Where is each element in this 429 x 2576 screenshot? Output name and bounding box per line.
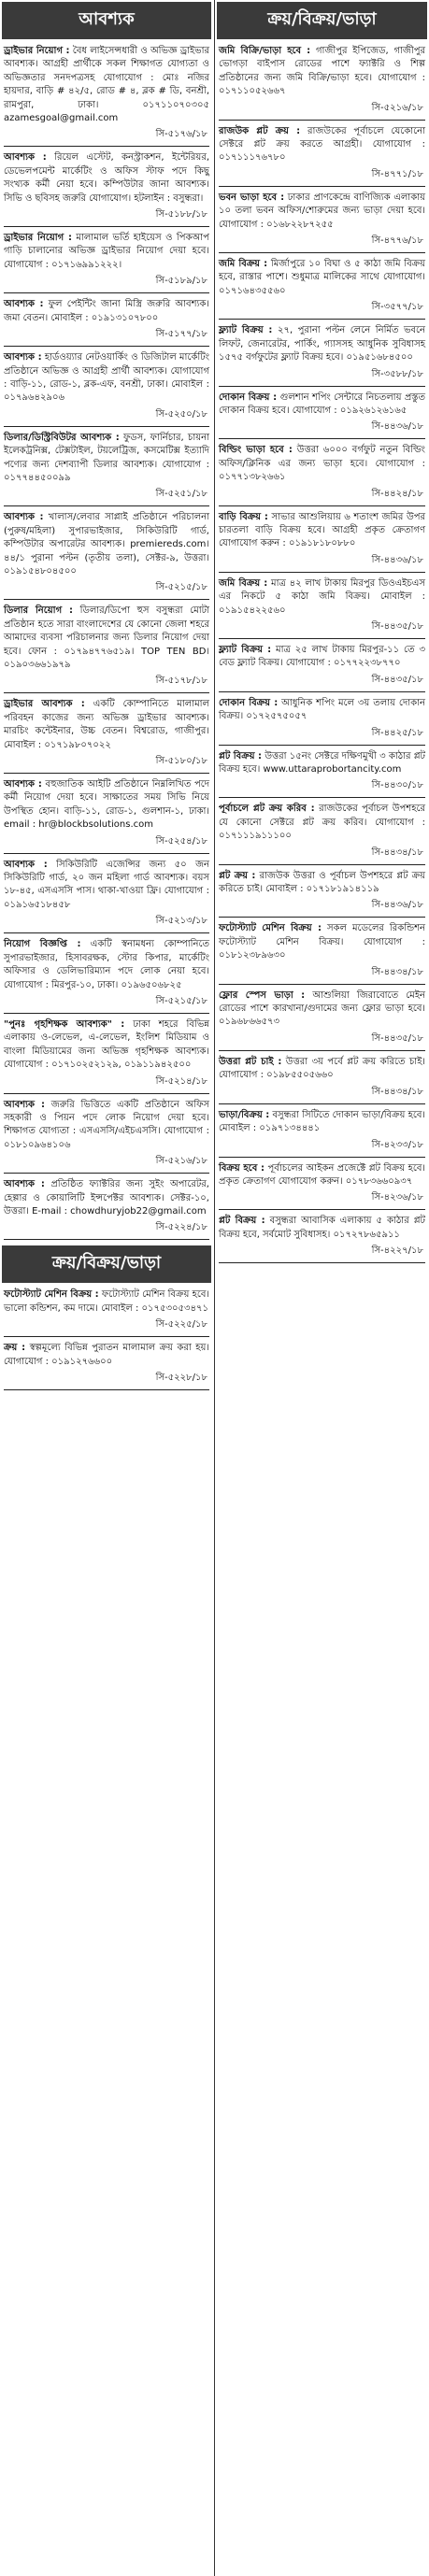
ad-divider	[219, 120, 425, 121]
ad-title: ড্রাইভার নিয়োগ :	[4, 233, 72, 244]
ad-title: ডিলার/ডিস্ট্রিবিউটর আবশ্যক :	[4, 432, 120, 443]
ad-code: সি-৫১৮৯/১৮	[155, 276, 207, 287]
ad-body: সকল মডেলের রিকন্ডিশন ফটোস্ট্যাট মেশিন বিক্রয়। যোগাযোগ : ০১৮১২৩৮৯৬৩০	[219, 923, 425, 961]
classified-ad	[4, 432, 209, 486]
ad-code: সি-৪৪৩৫/১৮	[371, 1032, 423, 1044]
ad-divider	[4, 1336, 209, 1337]
classified-ad	[219, 192, 425, 232]
ad-divider	[4, 1239, 209, 1240]
ad-code: সি-৫২৫০/১৮	[155, 408, 207, 420]
ad-body: একটি স্বনামধন্য কোম্পানিতে সুপারভাইজার, হিসাবরক্ষক, স্টোর কিপার, মার্কেটিং অফিসার ও ডেলিভারিম্যান পদে লোক নেয়া হবে। যোগাযোগ : মিরপুর-১০, ঢাকা। ০১৯৬৫০৬৮২৫	[4, 939, 210, 990]
buy-sell-ads-list	[2, 1288, 211, 1390]
buy-sell-rent-ads-list	[217, 45, 427, 1263]
ad-code: সি-৪৭৭৬/১৮	[371, 235, 423, 247]
ad-divider	[4, 692, 209, 693]
ad-divider	[219, 1050, 425, 1051]
classified-ad	[4, 778, 209, 833]
ad-title: আবশ্যক :	[4, 779, 42, 790]
ad-title: ফটোস্ট্যাট মেশিন বিক্রয় :	[219, 923, 322, 934]
ad-code: সি-৫২২৫/১৮	[155, 1319, 207, 1331]
ad-divider	[4, 1389, 209, 1390]
classified-ad	[4, 298, 209, 325]
ad-divider	[4, 599, 209, 600]
ad-body: সিকিউরিটি এজেন্সির জন্য ৫০ জন সিকিউরিটি গার্ড, ২০ জন মহিলা গার্ড আবশ্যক। বয়স ১৮-৪৫, এসএসসি পাস। থাকা-খাওয়া ফ্রি। যোগাযোগ : ০১৯১৬৫১৮৪৫৮	[4, 859, 209, 910]
classified-ad	[4, 605, 209, 672]
classified-ad	[4, 938, 209, 992]
ad-divider	[219, 505, 425, 506]
left-column	[2, 2, 211, 2576]
classified-ad	[219, 125, 425, 165]
ad-code: সি-৪৪৩৬/১৮	[371, 900, 423, 911]
ad-title: জমি বিক্রয় :	[219, 259, 268, 270]
classified-ad	[219, 697, 425, 724]
ad-body: উত্তরা ৬০০০ বর্গফুট নতুন বিল্ডিং অফিস/ক্লিনিক এর জন্য ভাড়া হবে। যোগাযোগ : ০১৭৭১৩৮২৬৬১	[219, 445, 425, 483]
ad-body: গুলশান শপিং সেন্টারে নিচতলায় প্রস্তুত দোকান বিক্রয় হবে। যোগাযোগ : ০১৯২৬১২৬১৬৫	[219, 391, 425, 416]
ad-title: আবশ্যক :	[4, 152, 47, 164]
ad-body: খালাস/লেবার সাপ্লাই প্রতিষ্ঠানে পরিচালনা (পুরুষ/মহিলা) সুপারভাইজার, সিকিউরিটি গার্ড, কম্পিউটার অপারেটর আবশ্যক। premiereds.com। ৪৪/১ পুরানা পল্টন (তৃতীয় তলা), সেক্টর-৯, উত্তরা। ০১৯১৫৪৮০৪৫০০	[4, 512, 210, 576]
ad-body: বসুন্ধরা আবাসিক এলাকায় ৫ কাঠার প্লট বিক্রয় হবে, সর্বমোট সুবিধাসহ। ০১৭২৭৮৬৫৯১১	[219, 1216, 425, 1240]
ad-title: নিয়োগ বিজ্ঞপ্তি :	[4, 939, 81, 950]
ad-body: বৈধ লাইসেন্সধারী ও অভিজ্ঞ ড্রাইভার আবশ্যক। আগ্রহী প্রার্থীকে সকল শিক্ষাগত যোগ্যতা ও অভিজ্ঞতার সনদপত্রসহ যোগাযোগ : মোঃ নজির হায়দার, বাড়ি # ৪২/৫, রোড # ৪, ব্লক # ডি, বনশ্রী, রামপুরা, ঢাকা। ০১৭১১০৭০৩০৫ azamesgoal@gmail.com	[4, 46, 209, 124]
classified-ad	[4, 232, 209, 272]
ad-code: সি-৫২১৬/১৮	[371, 102, 423, 113]
ad-code: সি-৪৪৩৫/১৮	[371, 620, 423, 632]
ad-divider	[4, 773, 209, 774]
ad-title: আবশ্যক :	[4, 1099, 46, 1110]
classified-ad	[4, 1099, 209, 1153]
ad-body: মালামাল ভর্তি হাইয়েস ও পিকআপ গাড়ি চালানোর অভিজ্ঞ ড্রাইভার নিয়োগ দেয়া হবে। যোগাযোগ : ০১৭১৬৯৯১২২২।	[4, 233, 209, 270]
ad-title: ফ্লোর স্পেস ভাড়া :	[219, 989, 306, 1001]
ad-code: সি-৪৪৩৫/১৮	[371, 674, 423, 685]
ad-title: জমি বিক্রি/ভাড়া হবে :	[219, 46, 311, 56]
wanted-ads-list	[2, 45, 211, 1240]
ad-body: হার্ডওয়্যার নেটওয়ার্কিং ও ডিজিটাল মার্কেটিং প্রতিষ্ঠানে অভিজ্ঞ ও আগ্রহী প্রার্থী আবশ্যক। যোগাযোগ : বাড়ি-১১, রোড-১, ব্লক-এফ, বনশ্রী, ঢাকা। মোবাইল : ০১৭৯৬৪২৯০৬	[4, 352, 210, 404]
classified-ad	[219, 750, 425, 777]
ad-title: আবশ্যক :	[4, 299, 44, 310]
ad-code: সি-৫১৮৮/১৮	[155, 209, 207, 221]
section-header-wanted: আবশ্যক	[2, 2, 211, 39]
ad-body: মাত্র ৪২ লাখ টাকায় মিরপুর ডিওএইচএস এর নিকটে ৫ কাঠা জমি বিক্রয়। মোবাইল : ০১৯১৫৪২২৫৬০	[219, 577, 425, 616]
ad-code: সি-৪৪৩০/১৮	[371, 780, 423, 791]
ad-body: আধুনিক শপিং মলে ৩য় তলায় দোকান বিক্রয়। ০১৭২৫৭৫০৫৭	[219, 697, 425, 722]
classified-ad	[4, 1018, 209, 1073]
ad-body: গাজীপুর ইপিজেড, গাজীপুর ভোগড়া বাইপাস রোডের পাশে ফ্যাক্টরি ও শিল্প প্রতিষ্ঠানের জন্য জমি বিক্রি/ভাড়া হবে। যোগাযোগ : ০১৭১১০৫২৬৬৭	[219, 46, 425, 97]
classified-ad	[4, 1178, 209, 1218]
ad-body: ফুডস, ফার্নিচার, চায়না ইলেকট্রনিক্স, টেক্সটাইল, টয়লেট্রিজ, কসমেটিক্স ইত্যাদি পণ্যের জন্য দেশব্যাপী ডিলার আবশ্যক। যোগাযোগ : ০১৭৭৪৪৫০০৯৯	[4, 432, 209, 483]
ad-body: মির্জাপুরে ১০ বিঘা ও ৫ কাঠা জমি বিক্রয় হবে, রাস্তার পাশে। শুধুমাত্র মালিকের সাথে যোগাযোগ। ০১৭১৬৪৩৫৫৬০	[219, 259, 425, 296]
ad-body: স্বল্পমূল্যে বিভিন্ন পুরাতন মালামাল ক্রয় করা হয়। যোগাযোগ : ০১৯১২৭৬৬০০	[4, 1343, 210, 1367]
ad-divider	[4, 853, 209, 854]
ad-code: সি-৫২১৫/১৮	[155, 582, 207, 593]
ad-code: সি-৫২২৮/১৮	[155, 1373, 207, 1383]
ad-divider	[219, 1209, 425, 1210]
ad-title: ফটোস্ট্যাট মেশিন বিক্রয় :	[4, 1289, 99, 1301]
ad-divider	[219, 917, 425, 918]
ad-title: "পুনঃ গৃহশিক্ষক আবশ্যক" :	[4, 1018, 125, 1030]
ad-code: সি-৩৫৭৭/১৮	[371, 302, 423, 313]
ad-title: ড্রাইভার আবশ্যক :	[4, 699, 85, 710]
ad-body: রিয়েল এস্টেট, কনস্ট্রাকশন, ইন্টেরিয়র, ডেভেলপমেন্ট মার্কেটিং ও অফিস স্টাফ পদে কিছু সংখ্যক কর্মী নেয়া হবে। কম্পিউটার জানা আবশ্যক। সিভি ও ছবিসহ জরুরি যোগাযোগ। হটলাইন : বসুন্ধরা।	[4, 152, 209, 204]
classified-ad	[219, 1215, 425, 1242]
classified-ad	[219, 989, 425, 1030]
ad-title: দোকান বিক্রয় :	[219, 697, 279, 708]
ad-body: প্রতিষ্ঠিত ফ্যাক্টরির জন্য সুইং অপারেটর, হেল্পার ও কোয়ালিটি ইন্সপেক্টর আবশ্যক। সেক্টর-১০, উত্তরা। E-mail : chowdhuryjob22@gmail.com	[4, 1179, 209, 1217]
ad-divider	[219, 386, 425, 387]
ad-body: উত্তরা ১৫নং সেক্টরে দক্ষিণমুখী ৩ কাঠার প্লট বিক্রয় হবে। www.uttaraprobortancity.com	[219, 750, 425, 775]
ad-divider	[219, 438, 425, 439]
ad-title: আবশ্যক :	[4, 512, 44, 523]
ad-code: সি-৫২৫১/১৮	[155, 489, 207, 500]
classified-ad	[4, 351, 209, 406]
ad-body: বসুন্ধরা সিটিতে দোকান ভাড়া/বিক্রয় হবে। মোবাইল : ০১৯৭১৩৪৪৪১	[219, 1109, 425, 1134]
ad-code: সি-৫২৫৪/১৮	[155, 835, 207, 847]
ad-code: সি-৪৪২৫/১৮	[371, 727, 423, 738]
ad-title: প্লট বিক্রয় :	[219, 1216, 265, 1227]
ad-divider	[219, 691, 425, 692]
section-header-buy-sell: ক্রয়/বিক্রয়/ভাড়া	[2, 1245, 211, 1283]
ad-divider	[4, 346, 209, 347]
ad-code: সি-৫২১৬/১৮	[155, 1156, 207, 1167]
classified-ad	[4, 1342, 209, 1369]
ad-title: রাজউক প্লট ক্রয় :	[219, 125, 301, 136]
ad-title: ক্রয় :	[4, 1343, 26, 1354]
ad-body: ডিলার/ডিপো হুস বসুন্ধরা মোটা প্রতিষ্ঠান হতে সারা বাংলাদেশের যে কোনো জেলা শহরে আমাদের ব্যবসা পরিচালনার জন্য ডিলার নিয়োগ দেয়া হবে। ফোন : ০১৭৯৪৭৭৬৫১৯। TOP TEN BD। ০১৯০৩৬৬১৯৭৯	[4, 605, 210, 670]
ad-code: সি-৫১৭৬/১৮	[155, 129, 207, 140]
ad-title: ভবন ভাড়া হবে :	[219, 192, 285, 203]
ad-title: ডিলার নিয়োগ :	[4, 605, 74, 617]
ad-body: বহুজাতিক আইটি প্রতিষ্ঠানে নিম্নলিখিত পদে কর্মী নিয়োগ দেয়া হবে। সাক্ষাতের সময় সিভি নিয়ে উপস্থিত হোন। বাড়ি-১১, রোড-১, গুলশান-১, ঢাকা। email : hr@blockbsolutions.com	[4, 779, 209, 831]
classified-ad	[219, 391, 425, 419]
column-divider	[214, 0, 215, 2576]
ad-code: সি-৪৪৩৪/১৮	[371, 847, 423, 858]
ad-body: রাজউক উত্তরা ও পূর্বাচল উপশহরে প্লট ক্রয় করিতে চাই। মোবাইল : ০১৭১৮১৯১৪১১৯	[219, 870, 425, 895]
ad-body: ঢাকা শহরে বিভিন্ন এলাকায় ও-লেভেল, এ-লেভেল, ইংলিশ মিডিয়াম ও বাংলা মিডিয়ামের জন্য অভিজ্ঞ গৃহশিক্ষক আবশ্যক। যোগাযোগ : ০১৭১০২৫২১২৯, ০১৯১১৯৪২৫০০	[4, 1018, 209, 1071]
ad-title: দোকান বিক্রয় :	[219, 391, 278, 403]
classified-ad	[219, 45, 425, 99]
ad-title: আবশ্যক :	[4, 859, 48, 870]
ad-divider	[219, 252, 425, 253]
ad-body: পূর্বাচলের আইকন প্রজেক্টে প্লট বিক্রয় হবে। প্রকৃত ক্রেতাগণ যোগাযোগ করুন। ০১৭৮৩৬৬০৯৩৭	[219, 1162, 425, 1187]
ad-title: আবশ্যক :	[4, 1179, 45, 1190]
ad-code: সি-৫২১৪/১৮	[155, 1075, 207, 1087]
classified-ad	[219, 803, 425, 843]
ad-code: সি-৪৪২৪/১৮	[371, 488, 423, 499]
ad-divider	[219, 797, 425, 798]
right-column	[217, 2, 427, 2576]
ad-title: ভাড়া/বিক্রয় :	[219, 1109, 270, 1120]
ad-code: সি-৪২৩৬/১৮	[371, 1192, 423, 1203]
ad-title: জমি বিক্রয় :	[219, 577, 268, 589]
ad-code: সি-৪৪৩৬/১৮	[371, 554, 423, 565]
ad-body: আশুলিয়া জিরাবোতে মেইন রোডের পাশে কারখানা/গুদামের জন্য ফ্লোর ভাড়া হবে। ০১৯৬৮৬৬৫৭৩	[219, 989, 425, 1028]
ad-divider	[4, 1093, 209, 1094]
ad-body: জরুরি ভিত্তিতে একটি প্রতিষ্ঠানে অফিস সহকারী ও পিয়ন পদে লোক নিয়োগ দেয়া হবে। শিক্ষাগত যোগ্যতা : এসএসসি/এইচএসসি। যোগাযোগ : ০১৮১০৯৬৪১০৬	[4, 1099, 210, 1150]
ad-divider	[219, 1262, 425, 1263]
ad-divider	[219, 319, 425, 320]
ad-divider	[4, 932, 209, 933]
ad-code: সি-৪৪৩৪/১৮	[371, 966, 423, 977]
ad-title: প্লট ক্রয় :	[219, 870, 256, 881]
ad-divider	[219, 745, 425, 746]
ad-code: সি-৫২২৪/১৮	[155, 1222, 207, 1233]
ad-body: উত্তরা ৩য় পর্বে প্লট ক্রয় করিতে চাই। যোগাযোগ : ০১৯৮৫৫০৫৬৬০	[219, 1056, 425, 1081]
ad-divider	[4, 292, 209, 293]
ad-body: রাজউকের পূর্বাচলে যেকোনো সেক্টরে প্লট ক্রয় করতে আগ্রহী। যোগাযোগ : ০১৭১১১৭৬৭৮০	[219, 125, 426, 164]
ad-body: একটি কোম্পানিতে মালামাল পরিবহন কাজের জন্য অভিজ্ঞ ড্রাইভার আবশ্যক। মারচিং কন্টেইনার, উচ্চ বেতন। বিশ্বরোড, গাজীপুর। মোবাইল : ০১৭১৯৮০৭০২২	[4, 699, 209, 750]
ad-divider	[219, 638, 425, 639]
ad-divider	[4, 1173, 209, 1174]
classified-ad	[219, 324, 425, 364]
ad-title: বিল্ডিং ভাড়া হবে :	[219, 445, 293, 456]
ad-title: ফ্ল্যাট বিক্রয় :	[219, 644, 272, 655]
ad-divider	[219, 1103, 425, 1104]
ad-divider	[4, 426, 209, 427]
ad-title: বিক্রয় হবে :	[219, 1162, 265, 1174]
classified-ad	[4, 859, 209, 913]
ad-title: উত্তরা প্লট চাই :	[219, 1056, 282, 1067]
ad-body: সাভার আশুলিয়ায় ৬ শতাংশ জমির উপর চারতলা বাড়ি বিক্রয় হবে। আগ্রহী প্রকৃত ক্রেতাগণ যোগাযোগ করুন : ০১৯১৮১৮০৮৮০	[219, 511, 426, 549]
ad-title: পূর্বাচলে প্লট ক্রয় করিব :	[219, 804, 315, 815]
classified-ad	[4, 1288, 209, 1316]
ad-body: ২৭, পুরানা পল্টন লেনে নির্মিত ভবনে লিফট, জেনারেটর, পার্কিং, গ্যাসসহ আধুনিক সুবিধাসহ ১৫৭৫ বর্গফুটের ফ্ল্যাট বিক্রয় হবে। ০১৯৫১৬৮৪৫০০	[219, 325, 426, 363]
ad-body: ঢাকার প্রাণকেন্দ্রে বাণিজ্যিক এলাকায় ১০ তলা ভবন অফিস/শোরুমের জন্য ভাড়া দেয়া হবে। যোগাযোগ : ০১৬৮২২৮৭২৫৫	[219, 192, 425, 230]
ad-title: ফ্ল্যাট বিক্রয় :	[219, 325, 273, 336]
ad-code: সি-৩৫৮৮/১৮	[371, 368, 423, 379]
ad-code: সি-৫২১৩/১৮	[155, 916, 207, 927]
ad-body: ফুল পেইন্টিং জানা মিস্ত্রি জরুরি আবশ্যক। জমা বেতন। মোবাইল : ০১৯১৩১০৭৮০০	[4, 299, 210, 323]
section-header-buy-sell-rent: ক্রয়/বিক্রয়/ভাড়া	[217, 2, 427, 39]
ad-divider	[4, 1013, 209, 1014]
ad-title: বাড়ি বিক্রয় :	[219, 511, 268, 522]
ad-code: সি-৪২২৭/১৮	[371, 1245, 423, 1257]
classified-ad	[219, 444, 425, 484]
classified-ad	[219, 644, 425, 671]
ad-divider	[4, 146, 209, 147]
classified-ad	[4, 151, 209, 206]
ad-code: সি-৫১৮০/১৮	[155, 756, 207, 767]
ad-divider	[219, 186, 425, 187]
ad-code: সি-৪৭৭১/১৮	[371, 168, 423, 179]
classified-ad	[219, 511, 425, 551]
ad-body: ফটোস্ট্যাট মেশিন বিক্রয় হবে। ভালো কন্ডিশন, কম দামে। মোবাইল : ০১৭৫৩০৫৩৪৭১	[4, 1289, 210, 1314]
ad-code: সি-৪২৩৩/১৮	[371, 1139, 423, 1150]
ad-divider	[4, 226, 209, 227]
classified-ad	[4, 45, 209, 125]
classified-ad	[4, 698, 209, 752]
ad-code: সি-৫১৭৮/১৮	[155, 676, 207, 687]
ad-code: সি-৪৪৩৬/১৮	[371, 421, 423, 433]
classified-ad	[219, 870, 425, 897]
ad-code: সি-৪৪৩৪/১৮	[371, 1086, 423, 1097]
ad-title: আবশ্যক :	[4, 352, 42, 363]
ad-body: রাজউকের পূর্বাচল উপশহরে যে কোনো সেক্টরে প্লট ক্রয় করিব। যোগাযোগ : ০১৭১১১৯১১১০০	[219, 804, 425, 842]
ad-divider	[4, 505, 209, 506]
ad-divider	[219, 984, 425, 985]
ad-divider	[219, 864, 425, 865]
ad-title: ড্রাইভার নিয়োগ :	[4, 46, 70, 56]
classified-ad	[219, 1162, 425, 1189]
ad-code: সি-৫২১৫/১৮	[155, 995, 207, 1006]
classified-ad	[219, 1056, 425, 1083]
classified-ad	[219, 1109, 425, 1136]
classified-ad	[219, 258, 425, 298]
ad-code: সি-৫১৭৭/১৮	[155, 329, 207, 340]
ad-title: প্লট বিক্রয় :	[219, 750, 262, 761]
classified-ad	[219, 922, 425, 962]
classified-ad	[4, 511, 209, 578]
ad-divider	[219, 1157, 425, 1158]
ad-body: মাত্র ২৫ লাখ টাকায় মিরপুর-১১ তে ৩ বেড ফ্ল্যাট বিক্রয়। যোগাযোগ : ০১৭৭২২৩৮৭৭০	[219, 644, 425, 669]
ad-divider	[219, 572, 425, 573]
classified-ad	[219, 577, 425, 618]
